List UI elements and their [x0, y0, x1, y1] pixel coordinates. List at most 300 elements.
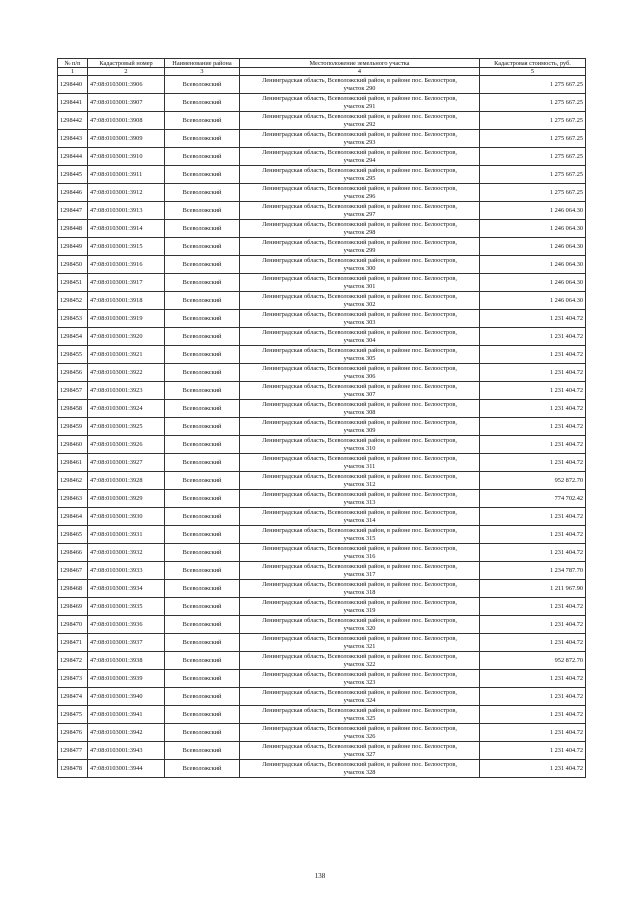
row-number: 1298455 — [58, 346, 88, 364]
district-name: Всеволожский — [165, 742, 240, 760]
location — [240, 598, 480, 616]
cadastral-number: 47:08:0103001:3918 — [88, 292, 165, 310]
table-body — [58, 76, 586, 778]
table-row — [58, 418, 586, 436]
district-name: Всеволожский — [165, 436, 240, 454]
page-number: 138 — [314, 872, 326, 880]
row-number: 1298467 — [58, 562, 88, 580]
location — [240, 292, 480, 310]
cadastral-value: 1 246 064.30 — [480, 274, 586, 292]
table-row — [58, 706, 586, 724]
location — [240, 202, 480, 220]
district-name: Всеволожский — [165, 454, 240, 472]
cadastral-value: 1 231 404.72 — [480, 364, 586, 382]
district-name: Всеволожский — [165, 706, 240, 724]
district-name: Всеволожский — [165, 148, 240, 166]
location — [240, 418, 480, 436]
district-name: Всеволожский — [165, 508, 240, 526]
cadastral-number: 47:08:0103001:3936 — [88, 616, 165, 634]
location — [240, 94, 480, 112]
cadastral-value: 1 275 667.25 — [480, 130, 586, 148]
table-row — [58, 724, 586, 742]
table-row — [58, 652, 586, 670]
cadastral-value: 1 246 064.30 — [480, 220, 586, 238]
cadastral-value: 1 275 667.25 — [480, 112, 586, 130]
location-line-2: участок 290 — [343, 84, 376, 92]
location-line-1: Ленинградская область, Всеволожский район, в районе пос. Белоостров, — [262, 653, 457, 661]
location-line-1: Ленинградская область, Всеволожский район, в районе пос. Белоостров, — [262, 581, 457, 589]
location — [240, 724, 480, 742]
table-row — [58, 220, 586, 238]
district-name: Всеволожский — [165, 634, 240, 652]
cadastral-number: 47:08:0103001:3907 — [88, 94, 165, 112]
cadastral-number: 47:08:0103001:3944 — [88, 760, 165, 778]
table-row — [58, 364, 586, 382]
location-line-2: участок 299 — [343, 246, 376, 254]
header-number: № п/п — [58, 59, 88, 68]
table-row — [58, 400, 586, 418]
cadastral-number: 47:08:0103001:3910 — [88, 148, 165, 166]
cadastral-number: 47:08:0103001:3929 — [88, 490, 165, 508]
cadastral-value: 1 275 667.25 — [480, 94, 586, 112]
cadastral-value: 1 246 064.30 — [480, 202, 586, 220]
location-line-1: Ленинградская область, Всеволожский район, в районе пос. Белоостров, — [262, 563, 457, 571]
location-line-2: участок 301 — [343, 282, 376, 290]
location-line-2: участок 319 — [343, 606, 376, 614]
district-name: Всеволожский — [165, 526, 240, 544]
cadastral-value: 1 231 404.72 — [480, 598, 586, 616]
cadastral-number: 47:08:0103001:3932 — [88, 544, 165, 562]
row-number: 1298442 — [58, 112, 88, 130]
location-line-2: участок 321 — [343, 642, 376, 650]
row-number: 1298446 — [58, 184, 88, 202]
cadastral-value: 1 246 064.30 — [480, 238, 586, 256]
cadastral-value: 1 275 667.25 — [480, 76, 586, 94]
row-number: 1298466 — [58, 544, 88, 562]
location-line-2: участок 325 — [343, 714, 376, 722]
location — [240, 184, 480, 202]
cadastral-value: 1 231 404.72 — [480, 328, 586, 346]
cadastral-number: 47:08:0103001:3909 — [88, 130, 165, 148]
location-line-2: участок 314 — [343, 516, 376, 524]
location-line-2: участок 297 — [343, 210, 376, 218]
table-row — [58, 148, 586, 166]
location-line-2: участок 294 — [343, 156, 376, 164]
row-number: 1298470 — [58, 616, 88, 634]
table-row — [58, 328, 586, 346]
location-line-2: участок 296 — [343, 192, 376, 200]
district-name: Всеволожский — [165, 292, 240, 310]
location-line-2: участок 291 — [343, 102, 376, 110]
location-line-1: Ленинградская область, Всеволожский район, в районе пос. Белоостров, — [262, 275, 457, 283]
cadastral-number: 47:08:0103001:3919 — [88, 310, 165, 328]
cadastral-number: 47:08:0103001:3923 — [88, 382, 165, 400]
cadastral-value: 1 231 404.72 — [480, 634, 586, 652]
location — [240, 652, 480, 670]
cadastral-value: 1 211 967.90 — [480, 580, 586, 598]
row-number: 1298456 — [58, 364, 88, 382]
location-line-1: Ленинградская область, Всеволожский район, в районе пос. Белоостров, — [262, 365, 457, 373]
column-number-5: 5 — [480, 68, 586, 76]
row-number: 1298440 — [58, 76, 88, 94]
location-line-1: Ленинградская область, Всеволожский район, в районе пос. Белоостров, — [262, 437, 457, 445]
location-line-2: участок 313 — [343, 498, 376, 506]
row-number: 1298447 — [58, 202, 88, 220]
cadastral-number: 47:08:0103001:3942 — [88, 724, 165, 742]
location-line-2: участок 323 — [343, 678, 376, 686]
location — [240, 526, 480, 544]
table-row — [58, 256, 586, 274]
location-line-1: Ленинградская область, Всеволожский район, в районе пос. Белоостров, — [262, 257, 457, 265]
cadastral-number: 47:08:0103001:3915 — [88, 238, 165, 256]
location — [240, 706, 480, 724]
table-row — [58, 634, 586, 652]
cadastral-value: 1 231 404.72 — [480, 454, 586, 472]
location-line-1: Ленинградская область, Всеволожский район, в районе пос. Белоостров, — [262, 329, 457, 337]
cadastral-value: 1 231 404.72 — [480, 382, 586, 400]
cadastral-value: 1 231 404.72 — [480, 544, 586, 562]
row-number: 1298469 — [58, 598, 88, 616]
location-line-2: участок 316 — [343, 552, 376, 560]
location-line-1: Ленинградская область, Всеволожский район, в районе пос. Белоостров, — [262, 221, 457, 229]
row-number: 1298443 — [58, 130, 88, 148]
location — [240, 238, 480, 256]
header-location: Местоположение земельного участка — [240, 59, 480, 68]
cadastral-number: 47:08:0103001:3922 — [88, 364, 165, 382]
row-number: 1298462 — [58, 472, 88, 490]
district-name: Всеволожский — [165, 418, 240, 436]
district-name: Всеволожский — [165, 688, 240, 706]
location-line-2: участок 315 — [343, 534, 376, 542]
location-line-2: участок 293 — [343, 138, 376, 146]
cadastral-value-table — [57, 58, 586, 778]
location-line-2: участок 300 — [343, 264, 376, 272]
location-line-2: участок 298 — [343, 228, 376, 236]
cadastral-value: 1 275 667.25 — [480, 184, 586, 202]
table-row — [58, 382, 586, 400]
cadastral-number: 47:08:0103001:3940 — [88, 688, 165, 706]
location — [240, 364, 480, 382]
table-row — [58, 670, 586, 688]
location-line-2: участок 324 — [343, 696, 376, 704]
table-row — [58, 688, 586, 706]
cadastral-value: 1 231 404.72 — [480, 526, 586, 544]
district-name: Всеволожский — [165, 724, 240, 742]
district-name: Всеволожский — [165, 274, 240, 292]
table-row — [58, 346, 586, 364]
location — [240, 562, 480, 580]
row-number: 1298473 — [58, 670, 88, 688]
column-number-2: 2 — [88, 68, 165, 76]
cadastral-value: 1 231 404.72 — [480, 742, 586, 760]
cadastral-number: 47:08:0103001:3927 — [88, 454, 165, 472]
row-number: 1298457 — [58, 382, 88, 400]
cadastral-number: 47:08:0103001:3906 — [88, 76, 165, 94]
cadastral-number: 47:08:0103001:3921 — [88, 346, 165, 364]
location-line-1: Ленинградская область, Всеволожский район, в районе пос. Белоостров, — [262, 311, 457, 319]
location — [240, 616, 480, 634]
cadastral-value: 1 231 404.72 — [480, 436, 586, 454]
location-line-1: Ленинградская область, Всеволожский район, в районе пос. Белоостров, — [262, 293, 457, 301]
cadastral-number: 47:08:0103001:3930 — [88, 508, 165, 526]
cadastral-number: 47:08:0103001:3920 — [88, 328, 165, 346]
cadastral-number: 47:08:0103001:3935 — [88, 598, 165, 616]
location-line-1: Ленинградская область, Всеволожский район, в районе пос. Белоостров, — [262, 491, 457, 499]
column-number-4: 4 — [240, 68, 480, 76]
location-line-2: участок 292 — [343, 120, 376, 128]
location-line-1: Ленинградская область, Всеволожский район, в районе пос. Белоостров, — [262, 77, 457, 85]
district-name: Всеволожский — [165, 328, 240, 346]
table-header-row — [58, 59, 586, 68]
row-number: 1298452 — [58, 292, 88, 310]
location — [240, 688, 480, 706]
location-line-2: участок 320 — [343, 624, 376, 632]
column-number-3: 3 — [165, 68, 240, 76]
district-name: Всеволожский — [165, 382, 240, 400]
column-number-1: 1 — [58, 68, 88, 76]
location — [240, 580, 480, 598]
location-line-1: Ленинградская область, Всеволожский район, в районе пос. Белоостров, — [262, 761, 457, 769]
cadastral-number: 47:08:0103001:3933 — [88, 562, 165, 580]
location-line-2: участок 308 — [343, 408, 376, 416]
location — [240, 490, 480, 508]
location — [240, 634, 480, 652]
cadastral-value: 1 246 064.30 — [480, 256, 586, 274]
location-line-2: участок 307 — [343, 390, 376, 398]
location-line-1: Ленинградская область, Всеволожский район, в районе пос. Белоостров, — [262, 545, 457, 553]
row-number: 1298448 — [58, 220, 88, 238]
district-name: Всеволожский — [165, 94, 240, 112]
location-line-1: Ленинградская область, Всеволожский район, в районе пос. Белоостров, — [262, 473, 457, 481]
row-number: 1298478 — [58, 760, 88, 778]
location — [240, 328, 480, 346]
district-name: Всеволожский — [165, 364, 240, 382]
location — [240, 436, 480, 454]
table-row — [58, 184, 586, 202]
location-line-1: Ленинградская область, Всеволожский район, в районе пос. Белоостров, — [262, 599, 457, 607]
header-cadastral-value: Кадастровая стоимость, руб. — [480, 59, 586, 68]
district-name: Всеволожский — [165, 562, 240, 580]
district-name: Всеволожский — [165, 112, 240, 130]
row-number: 1298476 — [58, 724, 88, 742]
location-line-1: Ленинградская область, Всеволожский район, в районе пос. Белоостров, — [262, 149, 457, 157]
district-name: Всеволожский — [165, 76, 240, 94]
location — [240, 670, 480, 688]
cadastral-value: 774 702.42 — [480, 490, 586, 508]
location — [240, 220, 480, 238]
location — [240, 310, 480, 328]
cadastral-value: 1 231 404.72 — [480, 346, 586, 364]
cadastral-number: 47:08:0103001:3943 — [88, 742, 165, 760]
cadastral-number: 47:08:0103001:3928 — [88, 472, 165, 490]
row-number: 1298441 — [58, 94, 88, 112]
table-row — [58, 436, 586, 454]
cadastral-number: 47:08:0103001:3917 — [88, 274, 165, 292]
district-name: Всеволожский — [165, 580, 240, 598]
location-line-1: Ленинградская область, Всеволожский район, в районе пос. Белоостров, — [262, 707, 457, 715]
location-line-2: участок 302 — [343, 300, 376, 308]
cadastral-number: 47:08:0103001:3938 — [88, 652, 165, 670]
location-line-2: участок 310 — [343, 444, 376, 452]
location-line-2: участок 312 — [343, 480, 376, 488]
cadastral-number: 47:08:0103001:3926 — [88, 436, 165, 454]
cadastral-number: 47:08:0103001:3939 — [88, 670, 165, 688]
row-number: 1298477 — [58, 742, 88, 760]
row-number: 1298471 — [58, 634, 88, 652]
cadastral-value: 1 231 404.72 — [480, 616, 586, 634]
district-name: Всеволожский — [165, 598, 240, 616]
table-row — [58, 166, 586, 184]
table-row — [58, 292, 586, 310]
table-row — [58, 508, 586, 526]
location-line-1: Ленинградская область, Всеволожский район, в районе пос. Белоостров, — [262, 185, 457, 193]
cadastral-value: 1 234 787.70 — [480, 562, 586, 580]
table-row — [58, 616, 586, 634]
location-line-1: Ленинградская область, Всеволожский район, в районе пос. Белоостров, — [262, 383, 457, 391]
table-row — [58, 238, 586, 256]
location-line-2: участок 305 — [343, 354, 376, 362]
cadastral-number: 47:08:0103001:3916 — [88, 256, 165, 274]
location-line-1: Ленинградская область, Всеволожский район, в районе пос. Белоостров, — [262, 167, 457, 175]
location — [240, 148, 480, 166]
location — [240, 742, 480, 760]
district-name: Всеволожский — [165, 202, 240, 220]
location-line-2: участок 306 — [343, 372, 376, 380]
row-number: 1298458 — [58, 400, 88, 418]
location-line-2: участок 328 — [343, 768, 376, 776]
location — [240, 274, 480, 292]
table-row — [58, 598, 586, 616]
location-line-1: Ленинградская область, Всеволожский район, в районе пос. Белоостров, — [262, 401, 457, 409]
cadastral-number: 47:08:0103001:3941 — [88, 706, 165, 724]
location — [240, 76, 480, 94]
district-name: Всеволожский — [165, 184, 240, 202]
location — [240, 508, 480, 526]
location — [240, 166, 480, 184]
location — [240, 346, 480, 364]
location-line-1: Ленинградская область, Всеволожский район, в районе пос. Белоостров, — [262, 131, 457, 139]
location-line-2: участок 326 — [343, 732, 376, 740]
location-line-2: участок 295 — [343, 174, 376, 182]
table-column-number-row — [58, 68, 586, 76]
location-line-2: участок 317 — [343, 570, 376, 578]
cadastral-value: 1 246 064.30 — [480, 292, 586, 310]
location-line-2: участок 318 — [343, 588, 376, 596]
location-line-2: участок 309 — [343, 426, 376, 434]
table-row — [58, 112, 586, 130]
row-number: 1298472 — [58, 652, 88, 670]
district-name: Всеволожский — [165, 670, 240, 688]
row-number: 1298449 — [58, 238, 88, 256]
header-cadastral-number: Кадастровый номер — [88, 59, 165, 68]
table-row — [58, 490, 586, 508]
district-name: Всеволожский — [165, 238, 240, 256]
row-number: 1298459 — [58, 418, 88, 436]
cadastral-value: 1 275 667.25 — [480, 166, 586, 184]
location-line-1: Ленинградская область, Всеволожский район, в районе пос. Белоостров, — [262, 725, 457, 733]
row-number: 1298454 — [58, 328, 88, 346]
cadastral-value: 1 231 404.72 — [480, 670, 586, 688]
row-number: 1298464 — [58, 508, 88, 526]
location — [240, 454, 480, 472]
table-row — [58, 580, 586, 598]
row-number: 1298445 — [58, 166, 88, 184]
cadastral-value: 1 231 404.72 — [480, 760, 586, 778]
cadastral-number: 47:08:0103001:3908 — [88, 112, 165, 130]
table-row — [58, 274, 586, 292]
cadastral-number: 47:08:0103001:3934 — [88, 580, 165, 598]
location — [240, 544, 480, 562]
row-number: 1298475 — [58, 706, 88, 724]
location-line-2: участок 311 — [343, 462, 376, 470]
table-row — [58, 742, 586, 760]
district-name: Всеволожский — [165, 490, 240, 508]
location — [240, 112, 480, 130]
location — [240, 130, 480, 148]
district-name: Всеволожский — [165, 346, 240, 364]
location-line-1: Ленинградская область, Всеволожский район, в районе пос. Белоостров, — [262, 95, 457, 103]
cadastral-value: 1 231 404.72 — [480, 508, 586, 526]
table-row — [58, 202, 586, 220]
district-name: Всеволожский — [165, 544, 240, 562]
cadastral-number: 47:08:0103001:3931 — [88, 526, 165, 544]
cadastral-value: 1 231 404.72 — [480, 418, 586, 436]
row-number: 1298468 — [58, 580, 88, 598]
cadastral-number: 47:08:0103001:3911 — [88, 166, 165, 184]
district-name: Всеволожский — [165, 130, 240, 148]
location-line-1: Ленинградская область, Всеволожский район, в районе пос. Белоостров, — [262, 617, 457, 625]
table-row — [58, 76, 586, 94]
district-name: Всеволожский — [165, 256, 240, 274]
row-number: 1298461 — [58, 454, 88, 472]
row-number: 1298451 — [58, 274, 88, 292]
location — [240, 382, 480, 400]
district-name: Всеволожский — [165, 310, 240, 328]
header-district: Наименование района — [165, 59, 240, 68]
row-number: 1298465 — [58, 526, 88, 544]
row-number: 1298450 — [58, 256, 88, 274]
cadastral-number: 47:08:0103001:3924 — [88, 400, 165, 418]
cadastral-value: 1 231 404.72 — [480, 688, 586, 706]
table-row — [58, 310, 586, 328]
table-row — [58, 760, 586, 778]
location-line-1: Ленинградская область, Всеволожский район, в районе пос. Белоостров, — [262, 635, 457, 643]
location-line-1: Ленинградская область, Всеволожский район, в районе пос. Белоостров, — [262, 455, 457, 463]
location-line-1: Ленинградская область, Всеволожский район, в районе пос. Белоостров, — [262, 203, 457, 211]
location-line-1: Ленинградская область, Всеволожский район, в районе пос. Белоостров, — [262, 113, 457, 121]
cadastral-number: 47:08:0103001:3937 — [88, 634, 165, 652]
location-line-1: Ленинградская область, Всеволожский район, в районе пос. Белоостров, — [262, 239, 457, 247]
cadastral-number: 47:08:0103001:3913 — [88, 202, 165, 220]
district-name: Всеволожский — [165, 760, 240, 778]
row-number: 1298463 — [58, 490, 88, 508]
district-name: Всеволожский — [165, 616, 240, 634]
location — [240, 472, 480, 490]
table-row — [58, 94, 586, 112]
cadastral-value: 952 872.70 — [480, 472, 586, 490]
location-line-1: Ленинградская область, Всеволожский район, в районе пос. Белоостров, — [262, 671, 457, 679]
cadastral-value: 952 872.70 — [480, 652, 586, 670]
district-name: Всеволожский — [165, 652, 240, 670]
cadastral-number: 47:08:0103001:3914 — [88, 220, 165, 238]
table-row — [58, 130, 586, 148]
district-name: Всеволожский — [165, 166, 240, 184]
location-line-1: Ленинградская область, Всеволожский район, в районе пос. Белоостров, — [262, 419, 457, 427]
location-line-1: Ленинградская область, Всеволожский район, в районе пос. Белоостров, — [262, 689, 457, 697]
district-name: Всеволожский — [165, 220, 240, 238]
row-number: 1298460 — [58, 436, 88, 454]
district-name: Всеволожский — [165, 400, 240, 418]
